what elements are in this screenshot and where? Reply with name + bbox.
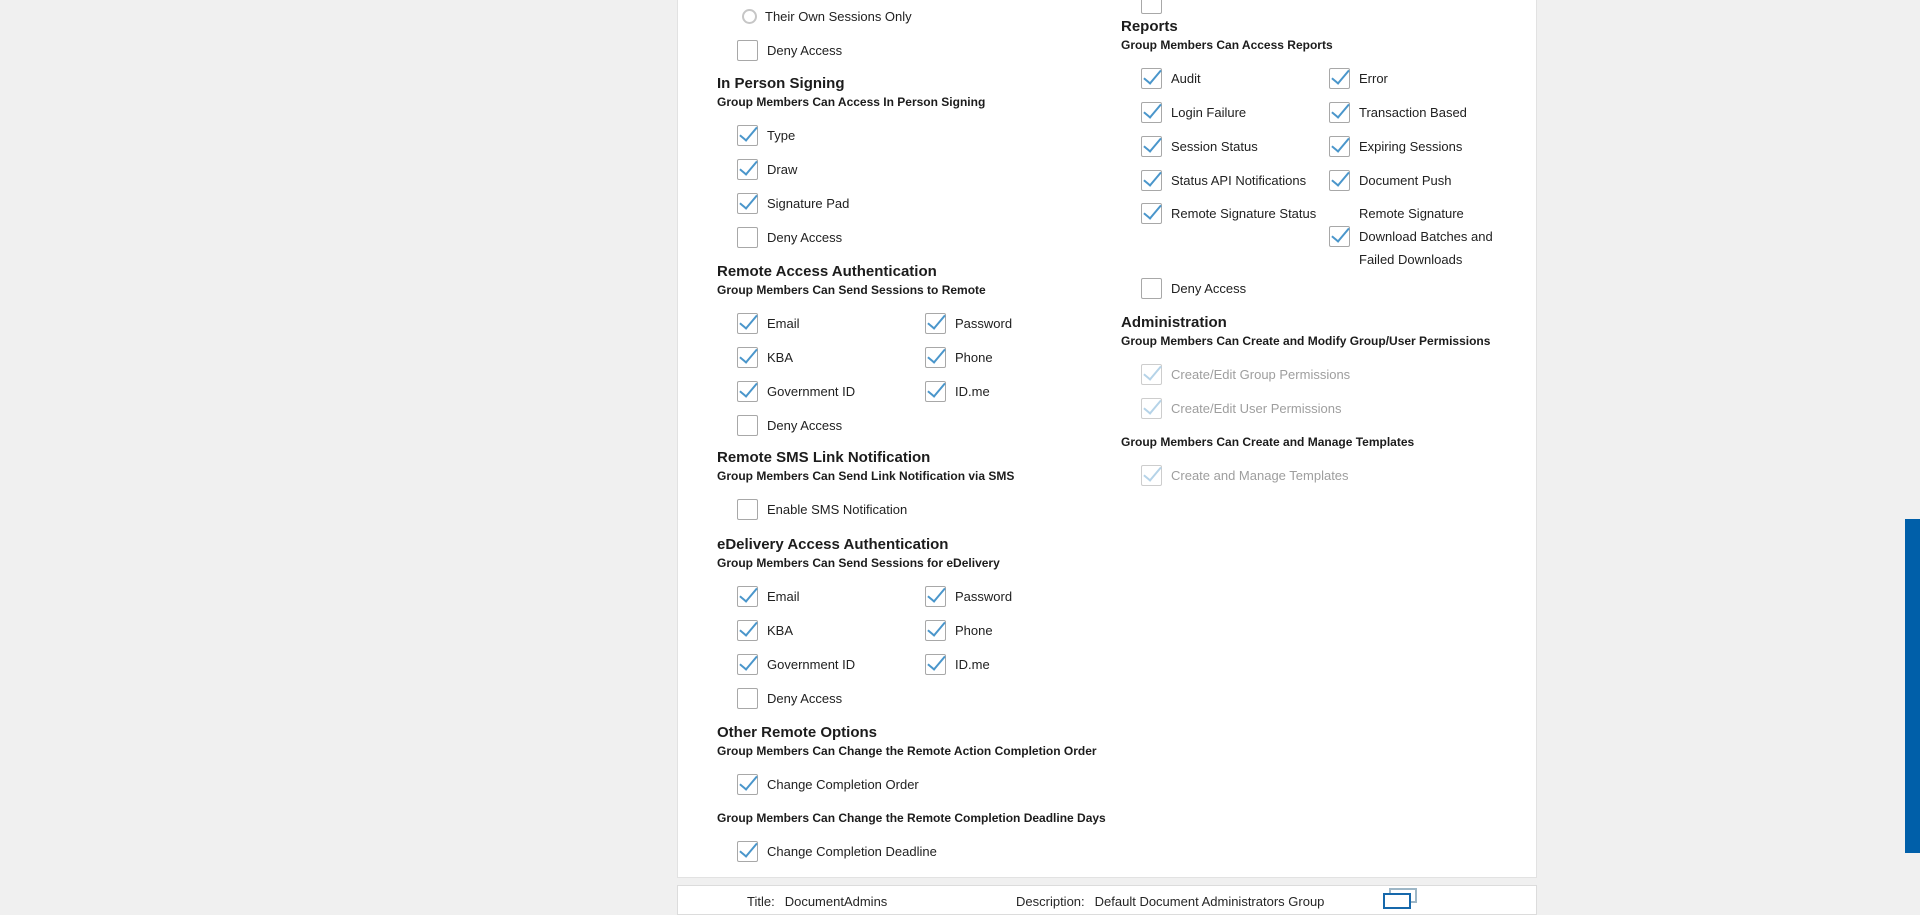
checkbox-row — [1121, 129, 1521, 163]
section-heading: Reports — [1121, 18, 1178, 35]
group-description-value: Default Document Administrators Group — [1094, 894, 1325, 909]
checkbox-create-edit-user-permissions — [1141, 398, 1162, 419]
checkbox-expiring-sessions[interactable] — [1329, 136, 1350, 157]
checkbox-row — [1121, 391, 1521, 425]
checkbox-label: Document Push — [1359, 172, 1452, 188]
checkbox-transaction-based[interactable] — [1329, 102, 1350, 123]
checkbox-label: Remote Signature Status — [1171, 206, 1317, 221]
checkbox-label: Transaction Based — [1359, 104, 1467, 120]
checkbox-label: Change Completion Order — [767, 776, 919, 792]
checkbox-phone[interactable] — [925, 620, 946, 641]
checkbox-audit[interactable] — [1141, 68, 1162, 89]
checkbox-enable-sms-notification[interactable] — [737, 499, 758, 520]
checkbox-deny-access[interactable] — [737, 227, 758, 248]
checkbox-row — [717, 33, 1117, 67]
checkbox-row — [717, 152, 1117, 186]
checkbox-change-completion-order[interactable] — [737, 774, 758, 795]
checkbox-label: Create/Edit User Permissions — [1171, 400, 1342, 416]
checkbox-label: Email — [767, 315, 800, 331]
section-heading: Remote Access Authentication — [717, 263, 937, 280]
checkbox-label: Login Failure — [1171, 104, 1247, 120]
checkbox-row — [717, 681, 1117, 715]
group-description-label: Description: — [1016, 894, 1085, 909]
section-heading: In Person Signing — [717, 75, 845, 92]
checkbox-row — [717, 306, 1117, 340]
section-heading: Remote SMS Link Notification — [717, 449, 931, 466]
checkbox-deny-access[interactable] — [737, 415, 758, 436]
checkbox-id-me[interactable] — [925, 381, 946, 402]
group-title-label: Title: — [747, 894, 775, 909]
checkbox-label: Deny Access — [767, 690, 843, 706]
checkbox-signature-pad[interactable] — [737, 193, 758, 214]
checkbox-login-failure[interactable] — [1141, 102, 1162, 123]
checkbox-label: Create and Manage Templates — [1171, 467, 1349, 483]
checkbox-deny-access[interactable] — [737, 40, 758, 61]
checkbox-remote-signature-status[interactable] — [1141, 203, 1162, 224]
checkbox-label: Password — [955, 315, 1013, 331]
section-subheading: Group Members Can Change the Remote Action Completion Order — [717, 744, 1097, 758]
checkbox-type[interactable] — [737, 125, 758, 146]
checkbox-row — [717, 118, 1117, 152]
section-remote-sms-link-notification — [717, 448, 1117, 526]
section-reports — [1121, 17, 1521, 305]
checkbox-row — [717, 340, 1117, 374]
section-other-remote-options — [717, 723, 1117, 868]
checkbox-label: Draw — [767, 161, 798, 177]
checkbox-label: Signature Pad — [767, 195, 850, 211]
checkbox-label: KBA — [767, 622, 794, 638]
checkbox-label: Phone — [955, 349, 993, 365]
checkbox-row — [1121, 95, 1521, 129]
checkbox-partial[interactable] — [1141, 0, 1162, 14]
checkbox-row — [717, 408, 1117, 442]
checkbox-phone[interactable] — [925, 347, 946, 368]
checkbox-kba[interactable] — [737, 620, 758, 641]
section-subheading: Group Members Can Create and Modify Group/User Permissions — [1121, 334, 1491, 348]
checkbox-password[interactable] — [925, 586, 946, 607]
section-subheading: Group Members Can Send Sessions to Remote — [717, 283, 986, 297]
checkbox-row — [717, 613, 1117, 647]
checkbox-email[interactable] — [737, 586, 758, 607]
section-heading: eDelivery Access Authentication — [717, 536, 949, 553]
section-subheading: Group Members Can Change the Remote Completion Deadline Days — [717, 811, 1106, 825]
radio-their-own-sessions-only[interactable] — [742, 9, 757, 24]
checkbox-password[interactable] — [925, 313, 946, 334]
checkbox-row — [1121, 357, 1521, 391]
checkbox-id-me[interactable] — [925, 654, 946, 675]
checkbox-error[interactable] — [1329, 68, 1350, 89]
checkbox-label: Audit — [1171, 70, 1201, 86]
section-edelivery-access-authentication — [717, 535, 1117, 715]
checkbox-row — [1121, 458, 1521, 492]
section-subheading: Group Members Can Access In Person Signing — [717, 95, 986, 109]
checkbox-create-and-manage-templates — [1141, 465, 1162, 486]
checkbox-create-edit-group-permissions — [1141, 364, 1162, 385]
checkbox-government-id[interactable] — [737, 381, 758, 402]
checkbox-label: Session Status — [1171, 138, 1258, 154]
checkbox-row — [717, 186, 1117, 220]
checkbox-row — [717, 579, 1117, 613]
checkbox-deny-access[interactable] — [737, 688, 758, 709]
checkbox-row — [717, 834, 1117, 868]
checkbox-label: Deny Access — [767, 417, 843, 433]
permissions-column-right — [1121, 0, 1521, 901]
checkbox-deny-access[interactable] — [1141, 278, 1162, 299]
checkbox-email[interactable] — [737, 313, 758, 334]
checkbox-label: Password — [955, 588, 1013, 604]
section-remote-access-authentication — [717, 262, 1117, 442]
scrollbar-thumb[interactable] — [1905, 519, 1920, 853]
checkbox-label: Change Completion Deadline — [767, 843, 937, 859]
section-in-person-signing — [717, 74, 1117, 254]
checkbox-label: Deny Access — [767, 229, 843, 245]
group-description — [1016, 894, 1324, 909]
checkbox-label: Type — [767, 127, 796, 143]
checkbox-government-id[interactable] — [737, 654, 758, 675]
section-heading: Administration — [1121, 314, 1227, 331]
checkbox-row — [717, 492, 1117, 526]
checkbox-label: Government ID — [767, 656, 856, 672]
checkbox-label: Status API Notifications — [1171, 172, 1307, 188]
checkbox-row — [1121, 197, 1521, 271]
checkbox-label: Deny Access — [1171, 280, 1247, 296]
checkbox-label: Create/Edit Group Permissions — [1171, 366, 1351, 382]
group-title — [747, 894, 887, 909]
section-subheading: Group Members Can Send Sessions for eDelivery — [717, 556, 1000, 570]
checkbox-label: Email — [767, 588, 800, 604]
permissions-column-left — [717, 0, 1117, 901]
section-administration — [1121, 313, 1521, 492]
checkbox-row — [1121, 271, 1521, 305]
section-subheading: Group Members Can Create and Manage Templates — [1121, 435, 1415, 449]
checkbox-label: Deny Access — [767, 42, 843, 58]
checkbox-row — [717, 374, 1117, 408]
section-sessions-access — [717, 0, 1117, 67]
section-subheading: Group Members Can Send Link Notification via SMS — [717, 469, 1015, 483]
checkbox-row — [1121, 163, 1521, 197]
checkbox-label: KBA — [767, 349, 794, 365]
checkbox-draw[interactable] — [737, 159, 758, 180]
checkbox-row — [717, 647, 1117, 681]
radio-label: Their Own Sessions Only — [765, 8, 912, 24]
checkbox-label: Enable SMS Notification — [767, 501, 908, 517]
checkbox-status-api-notifications[interactable] — [1141, 170, 1162, 191]
checkbox-change-completion-deadline[interactable] — [737, 841, 758, 862]
checkbox-label: Error — [1359, 70, 1388, 86]
section-heading: Other Remote Options — [717, 724, 878, 741]
checkbox-row — [717, 767, 1117, 801]
checkbox-label: ID.me — [955, 383, 990, 399]
checkbox-document-push[interactable] — [1329, 170, 1350, 191]
checkbox-session-status[interactable] — [1141, 136, 1162, 157]
checkbox-remote-signature-download-batches-and-failed-downloads[interactable] — [1329, 226, 1350, 247]
checkbox-row — [1121, 61, 1521, 95]
checkbox-label: Phone — [955, 622, 993, 638]
group-title-value: DocumentAdmins — [784, 894, 888, 909]
checkbox-label: ID.me — [955, 656, 990, 672]
checkbox-label: Remote Signature Download Batches and Failed Downloads — [1359, 206, 1493, 267]
checkbox-row — [717, 220, 1117, 254]
section-subheading: Group Members Can Access Reports — [1121, 38, 1333, 52]
checkbox-kba[interactable] — [737, 347, 758, 368]
group-summary-bar — [677, 885, 1537, 915]
checkbox-label: Expiring Sessions — [1359, 138, 1463, 154]
radio-row-their-own-sessions-only — [717, 0, 1117, 33]
checkbox-label: Government ID — [767, 383, 856, 399]
